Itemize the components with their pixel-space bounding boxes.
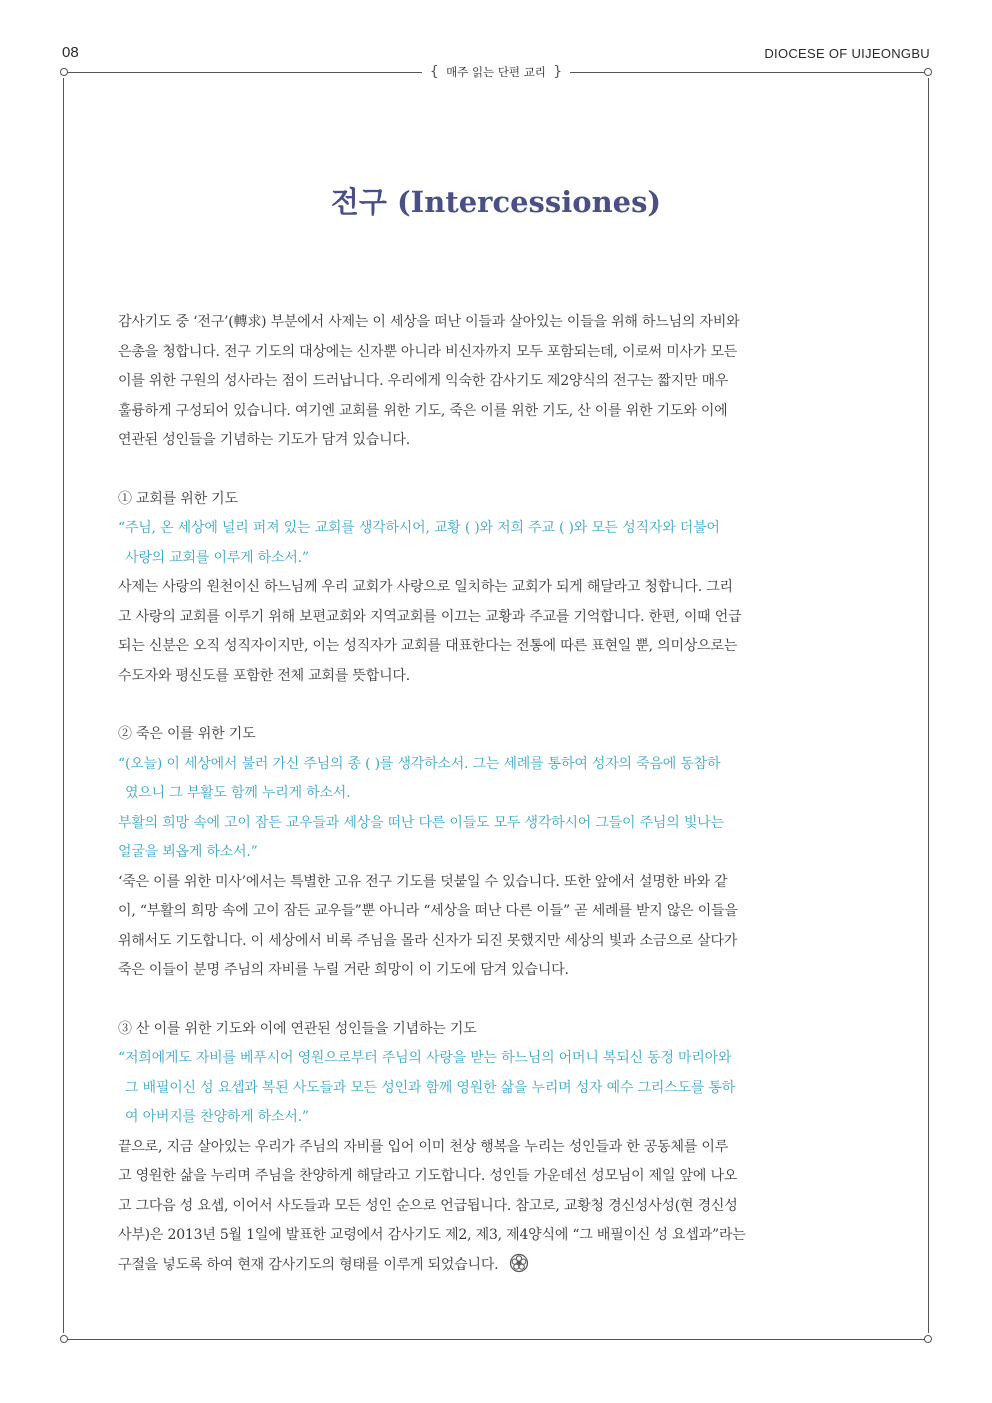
section2-quote-line: “(오늘) 이 세상에서 불러 가신 주님의 종 ( )를 생각하소서. 그는 세례를 통하여 성자의 죽음에 동참하 [118, 755, 721, 772]
flower-ornament-icon [509, 1253, 529, 1273]
intro-line: 연관된 성인들을 기념하는 기도가 담겨 있습니다. [118, 432, 410, 448]
corner-dot-top-left [60, 68, 68, 76]
section1-body-line: 수도자와 평신도를 포함한 전체 교회를 뜻합니다. [118, 667, 410, 684]
right-rule [928, 78, 929, 1333]
section1-quote-line: 사랑의 교회를 이루게 하소서.” [125, 549, 309, 566]
left-rule [63, 78, 64, 1333]
section3-body-line: 사부)은 2013년 5월 1일에 발표한 교령에서 감사기도 제2, 제3, 제4양식에 “그 배필이신 성 요셉과”라는 [118, 1227, 746, 1243]
section1-body-line: 되는 신분은 오직 성직자이지만, 이는 성직자가 교회를 대표한다는 전통에 따른 표현일 뿐, 의미상으로는 [118, 638, 738, 654]
section3-quote-line: 여 아버지를 찬양하게 하소서.” [125, 1109, 309, 1125]
corner-dot-top-right [924, 68, 932, 76]
section1-body-line: 사제는 사랑의 원천이신 하느님께 우리 교회가 사랑으로 일치하는 교회가 되게 해달라고 청합니다. 그리 [118, 579, 733, 595]
page-title: 전구 (Intercessiones) [330, 185, 662, 219]
series-label [422, 62, 570, 82]
diocese-label: DIOCESE OF UIJEONGBU [764, 46, 930, 61]
section2-body-line: 위해서도 기도합니다. 이 세상에서 비록 주님을 몰라 신자가 되진 못했지만 세상의 빛과 소금으로 살다가 [118, 932, 738, 949]
section2-body-line: 이, “부활의 희망 속에 고이 잠든 교우들”뿐 아니라 “세상을 떠난 다른 이들” 곧 세례를 받지 않은 이들을 [118, 903, 738, 919]
section3-body-line: 고 그다음 성 요셉, 이어서 사도들과 모든 성인 순으로 언급됩니다. 참고로, 교황청 경신성사성(현 경신성 [118, 1197, 738, 1214]
intro-line: 감사기도 중 ‘전구’(轉求) 부분에서 사제는 이 세상을 떠난 이들과 살아있는 이들을 위해 하느님의 자비와 [118, 314, 740, 330]
article-body [118, 308, 874, 1280]
section3-body-last-line [118, 1251, 874, 1281]
corner-dot-bottom-right [924, 1335, 932, 1343]
section3-body-line: 고 영원한 삶을 누리며 주님을 찬양하게 해달라고 기도합니다. 성인들 가운데선 성모님이 제일 앞에 나오 [118, 1168, 738, 1184]
page-number: 08 [62, 44, 79, 61]
section1-heading: ① 교회를 위한 기도 [118, 490, 238, 507]
section1-quote-line: “주님, 온 세상에 널리 퍼져 있는 교회를 생각하시어, 교황 ( )와 저희 주교 ( )와 모든 성직자와 더불어 [118, 520, 720, 536]
section2-quote2-line: 얼굴을 뵈옵게 하소서.” [118, 844, 258, 860]
intro-line: 이를 위한 구원의 성사라는 점이 드러납니다. 우리에게 익숙한 감사기도 제2양식의 전구는 짧지만 매우 [118, 373, 729, 389]
bracket-open: { [429, 64, 439, 80]
section3-body-line: 끝으로, 지금 살아있는 우리가 주님의 자비를 입어 이미 천상 행복을 누리는 성인들과 한 공동체를 이루 [118, 1138, 729, 1155]
section2-quote2-line: 부활의 희망 속에 고이 잠든 교우들과 세상을 떠난 다른 이들도 모두 생각하시어 그들이 주님의 빛나는 [118, 814, 724, 831]
section2-body-line: ‘죽은 이를 위한 미사’에서는 특별한 고유 전구 기도를 덧붙일 수 있습니다. 또한 앞에서 설명한 바와 같 [118, 873, 728, 890]
section3-heading: ③ 산 이를 위한 기도와 이에 연관된 성인들을 기념하는 기도 [118, 1020, 477, 1037]
intro-line: 훌륭하게 구성되어 있습니다. 여기엔 교회를 위한 기도, 죽은 이를 위한 기도, 산 이를 위한 기도와 이에 [118, 402, 728, 419]
bracket-close: } [553, 64, 563, 80]
intro-line: 은총을 청합니다. 전구 기도의 대상에는 신자뿐 아니라 비신자까지 모두 포함되는데, 이로써 미사가 모든 [118, 343, 738, 360]
series-text: 매주 읽는 단편 교리 [446, 65, 546, 79]
section1-body-line: 고 사랑의 교회를 이루기 위해 보편교회와 지역교회를 이끄는 교황과 주교를 기억합니다. 한편, 이때 언급 [118, 608, 742, 625]
section2-body-line: 죽은 이들이 분명 주님의 자비를 누릴 거란 희망이 이 기도에 담겨 있습니다. [118, 962, 569, 978]
section2-heading: ② 죽은 이를 위한 기도 [118, 726, 256, 742]
section2-quote-line: 였으니 그 부활도 함께 누리게 하소서. [125, 785, 351, 801]
section3-quote-line: 그 배필이신 성 요셉과 복된 사도들과 모든 성인과 함께 영원한 삶을 누리며 성자 예수 그리스도를 통하 [125, 1079, 736, 1096]
section3-body-line: 구절을 넣도록 하여 현재 감사기도의 형태를 이루게 되었습니다. [118, 1256, 499, 1273]
section3-quote-line: “저희에게도 자비를 베푸시어 영원으로부터 주님의 사랑을 받는 하느님의 어머니 복되신 동정 마리아와 [118, 1050, 732, 1066]
corner-dot-bottom-left [60, 1335, 68, 1343]
bottom-rule [67, 1339, 926, 1340]
